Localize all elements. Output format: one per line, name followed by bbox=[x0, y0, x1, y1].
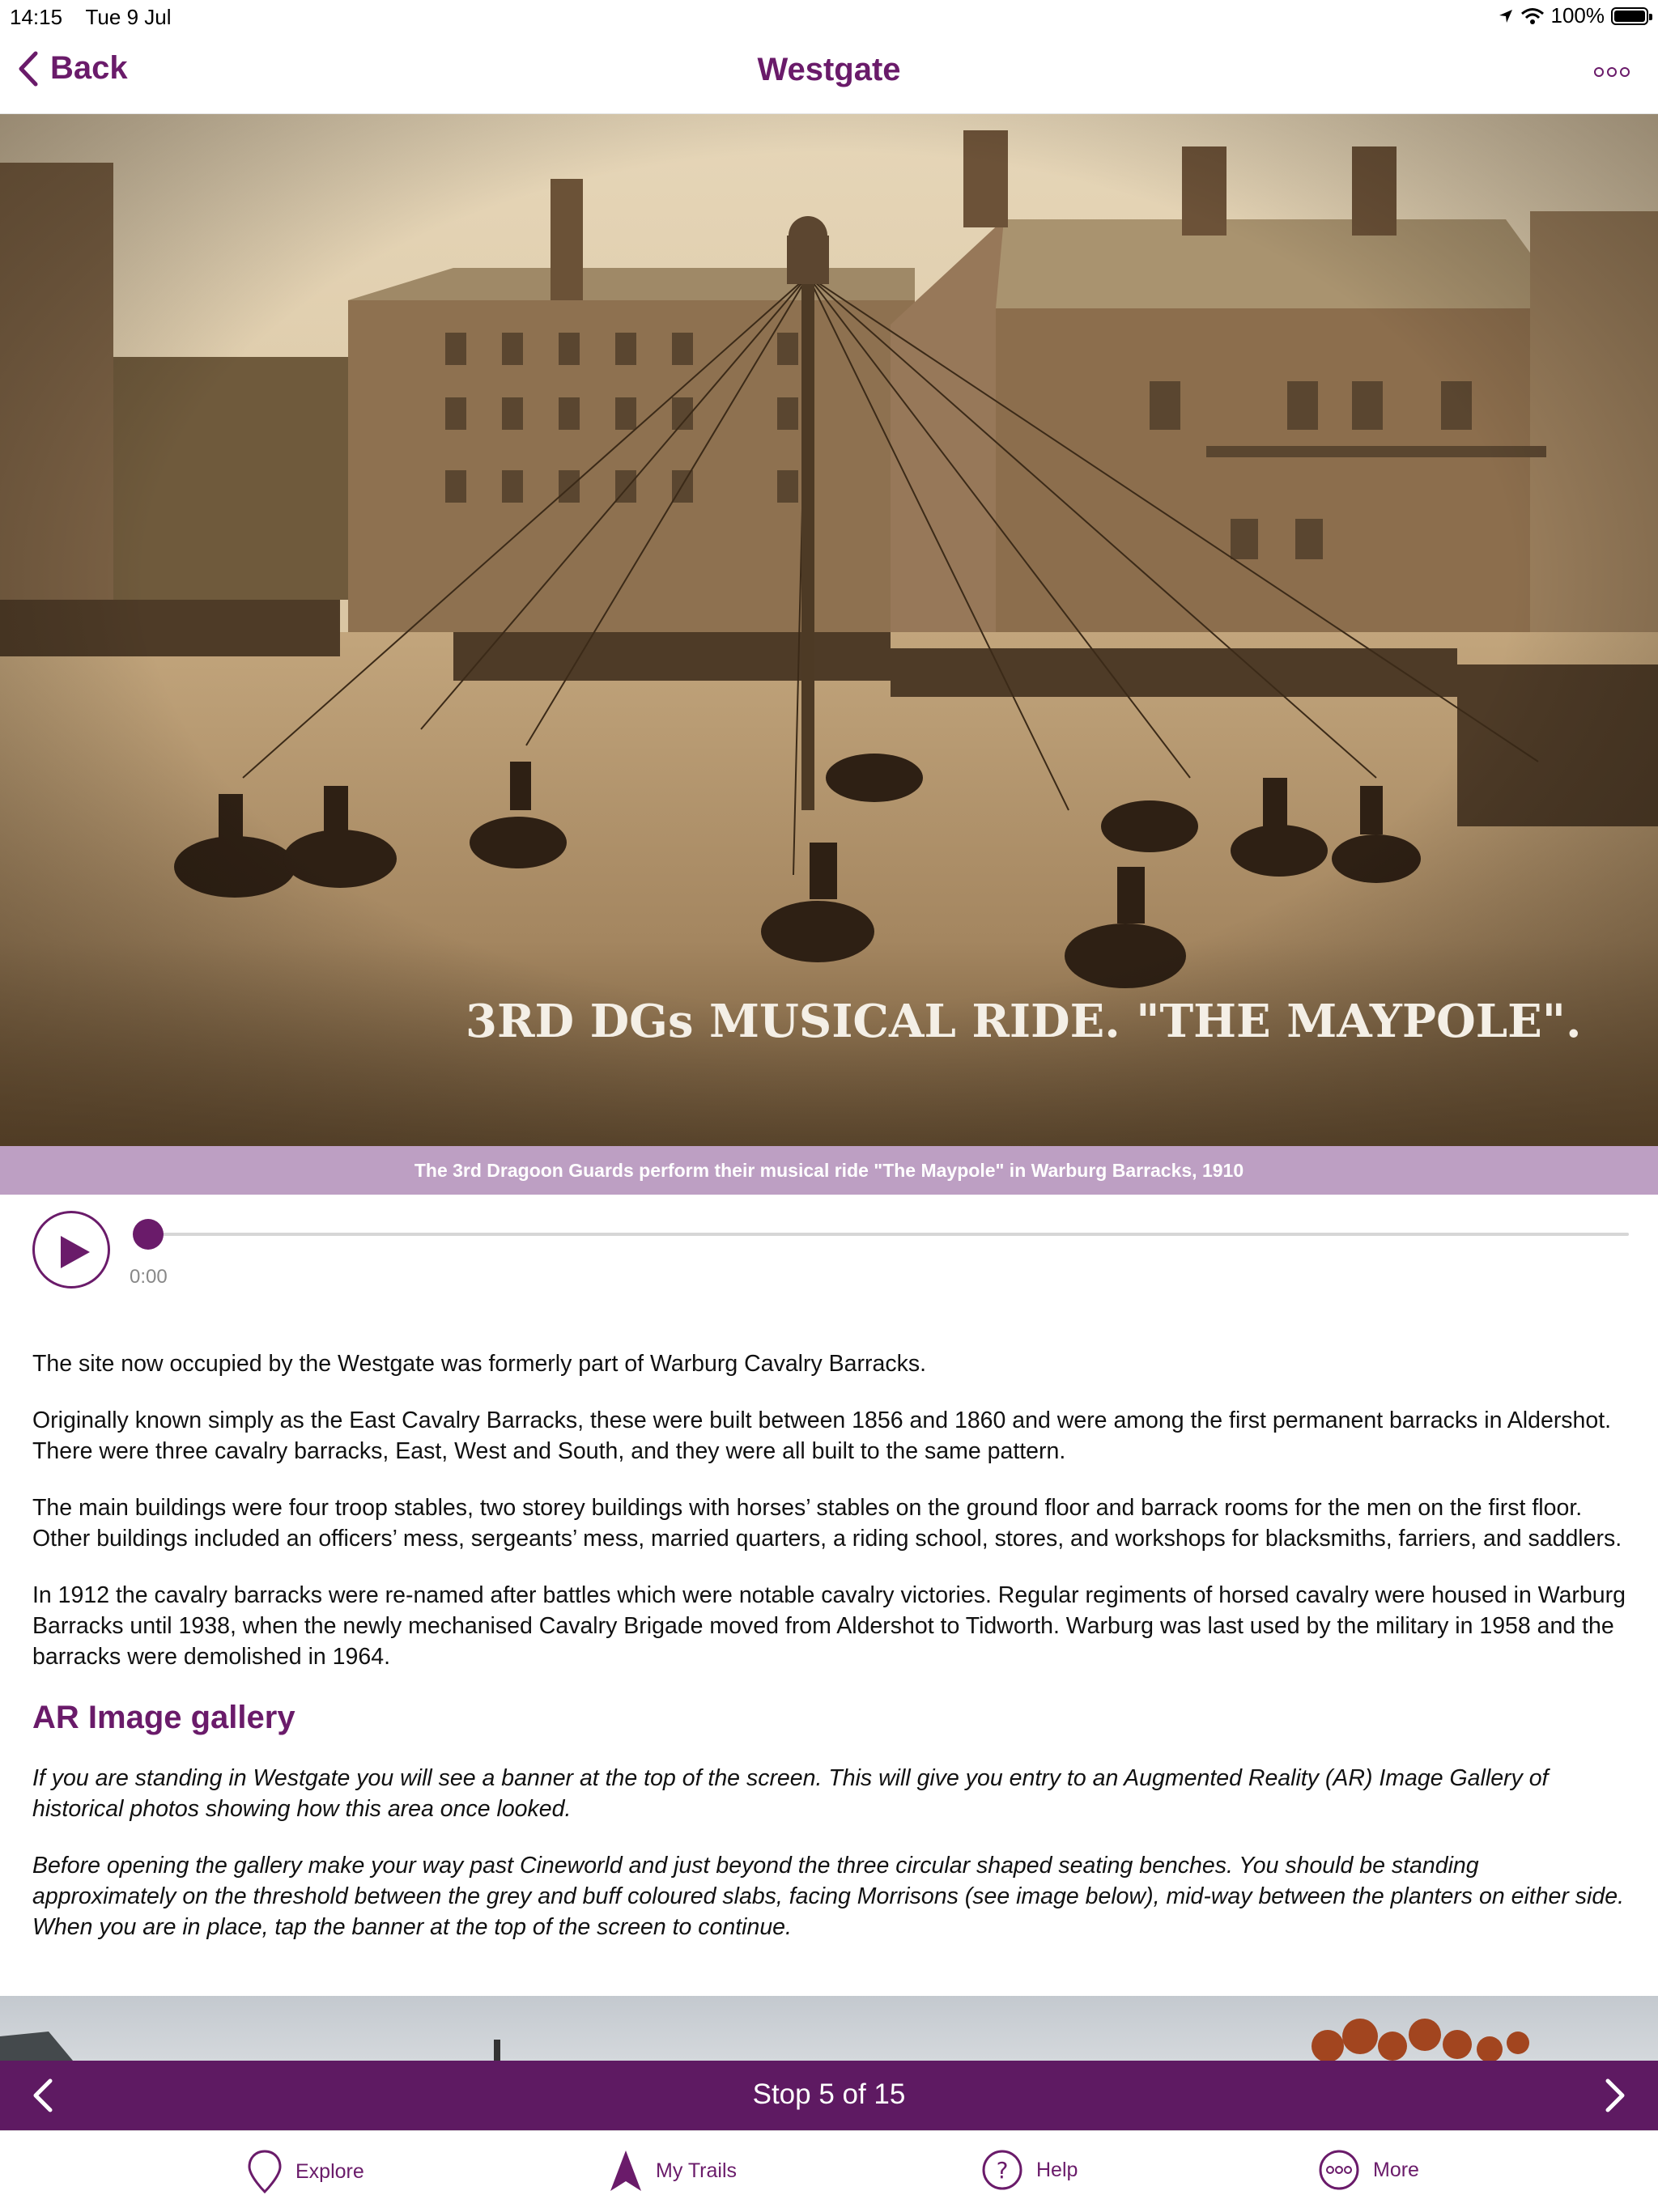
paragraph-italic: If you are standing in Westgate you will see a banner at the top of the screen. This will give you entry to an Augmented Reality (AR) Image Gallery of historical photos showing how this area once looked. bbox=[32, 1765, 1549, 1822]
paragraph: Originally known simply as the East Cavalry Barracks, these were built between 1856 and 1860 and were among the first permanent barracks in Aldershot. There were three cavalry barracks, East, West and South, and they were all built to the same pattern. bbox=[32, 1407, 1612, 1464]
battery-fill bbox=[1614, 11, 1645, 22]
status-date: Tue 9 Jul bbox=[85, 5, 172, 29]
ellipsis-circle-icon bbox=[1318, 2149, 1360, 2191]
status-right bbox=[1498, 3, 1649, 28]
photo-caption: The 3rd Dragoon Guards perform their musical ride "The Maypole" in Warburg Barracks, 1910 bbox=[0, 1146, 1658, 1195]
status-bar bbox=[0, 0, 1658, 32]
svg-text:?: ? bbox=[996, 2157, 1009, 2184]
photo-inscription: 3RD DGs MUSICAL RIDE. "THE MAYPOLE". bbox=[466, 995, 1582, 1048]
location-photo-illustration bbox=[0, 1996, 1658, 2061]
audio-progress-track[interactable] bbox=[147, 1233, 1629, 1236]
play-button[interactable] bbox=[32, 1211, 110, 1289]
status-time: 14:15 bbox=[10, 5, 63, 29]
navigation-bar bbox=[0, 32, 1658, 115]
tab-explore[interactable] bbox=[247, 2149, 364, 2194]
back-label: Back bbox=[50, 50, 128, 86]
paragraph: The site now occupied by the Westgate was formerly part of Warburg Cavalry Barracks. bbox=[32, 1351, 927, 1377]
audio-time: 0:00 bbox=[130, 1266, 168, 1288]
tab-help[interactable] bbox=[981, 2149, 1078, 2191]
tab-label: More bbox=[1373, 2158, 1419, 2181]
tab-label: Help bbox=[1036, 2158, 1078, 2181]
location-arrow-icon bbox=[1498, 8, 1514, 24]
tab-bar bbox=[0, 2130, 1658, 2212]
hero-photo-illustration bbox=[0, 114, 1658, 1146]
map-pin-icon bbox=[247, 2149, 283, 2194]
tab-more[interactable] bbox=[1318, 2149, 1419, 2191]
page-title: Westgate bbox=[757, 52, 901, 87]
play-icon bbox=[59, 1234, 91, 1270]
audio-player bbox=[0, 1195, 1658, 1324]
tab-label: My Trails bbox=[656, 2159, 737, 2182]
location-photo-preview bbox=[0, 1996, 1658, 2061]
status-left bbox=[10, 5, 172, 30]
question-icon bbox=[981, 2149, 1023, 2191]
navigation-arrow-icon bbox=[609, 2149, 643, 2193]
paragraph: In 1912 the cavalry barracks were re-named after battles which were notable cavalry victories. Regular regiments of horsed cavalry were housed in Warburg Barracks until 1938, when the newly mechanised Cavalry Brigade moved from Aldershot to Tidworth. Warburg was last used by the military in 1958 and the barracks were demolished in 1964. bbox=[32, 1582, 1626, 1670]
battery-percent: 100% bbox=[1550, 3, 1605, 28]
paragraph-italic: Before opening the gallery make your way past Cineworld and just beyond the three circular shaped seating benches. You should be standing approximately on the threshold between the grey and buff coloured slabs, facing Morrisons (see image below), mid-way between the planters on either side. When you are in place, tap the banner at the top of the screen to continue. bbox=[32, 1853, 1624, 1940]
battery-icon bbox=[1611, 7, 1648, 25]
wifi-icon bbox=[1520, 7, 1545, 25]
section-heading: AR Image gallery bbox=[32, 1700, 295, 1735]
paragraph: The main buildings were four troop stables, two storey buildings with horses’ stables on the ground floor and barrack rooms for the men on the first floor. Other buildings included an officers’ mess, sergeants’ mess, married quarters, a riding school, stores, and workshops for blacksmiths, farriers, and saddlers. bbox=[32, 1495, 1622, 1552]
ellipsis-icon[interactable] bbox=[1593, 66, 1630, 78]
stop-navigation-bar bbox=[0, 2061, 1658, 2130]
audio-scrubber[interactable] bbox=[133, 1219, 164, 1250]
next-stop-chevron-icon[interactable] bbox=[1605, 2078, 1626, 2112]
stop-counter: Stop 5 of 15 bbox=[752, 2078, 906, 2110]
hero-photo bbox=[0, 114, 1658, 1146]
tab-label: Explore bbox=[295, 2159, 364, 2183]
stop-description bbox=[32, 1348, 1627, 1968]
tab-my-trails[interactable] bbox=[609, 2149, 737, 2193]
